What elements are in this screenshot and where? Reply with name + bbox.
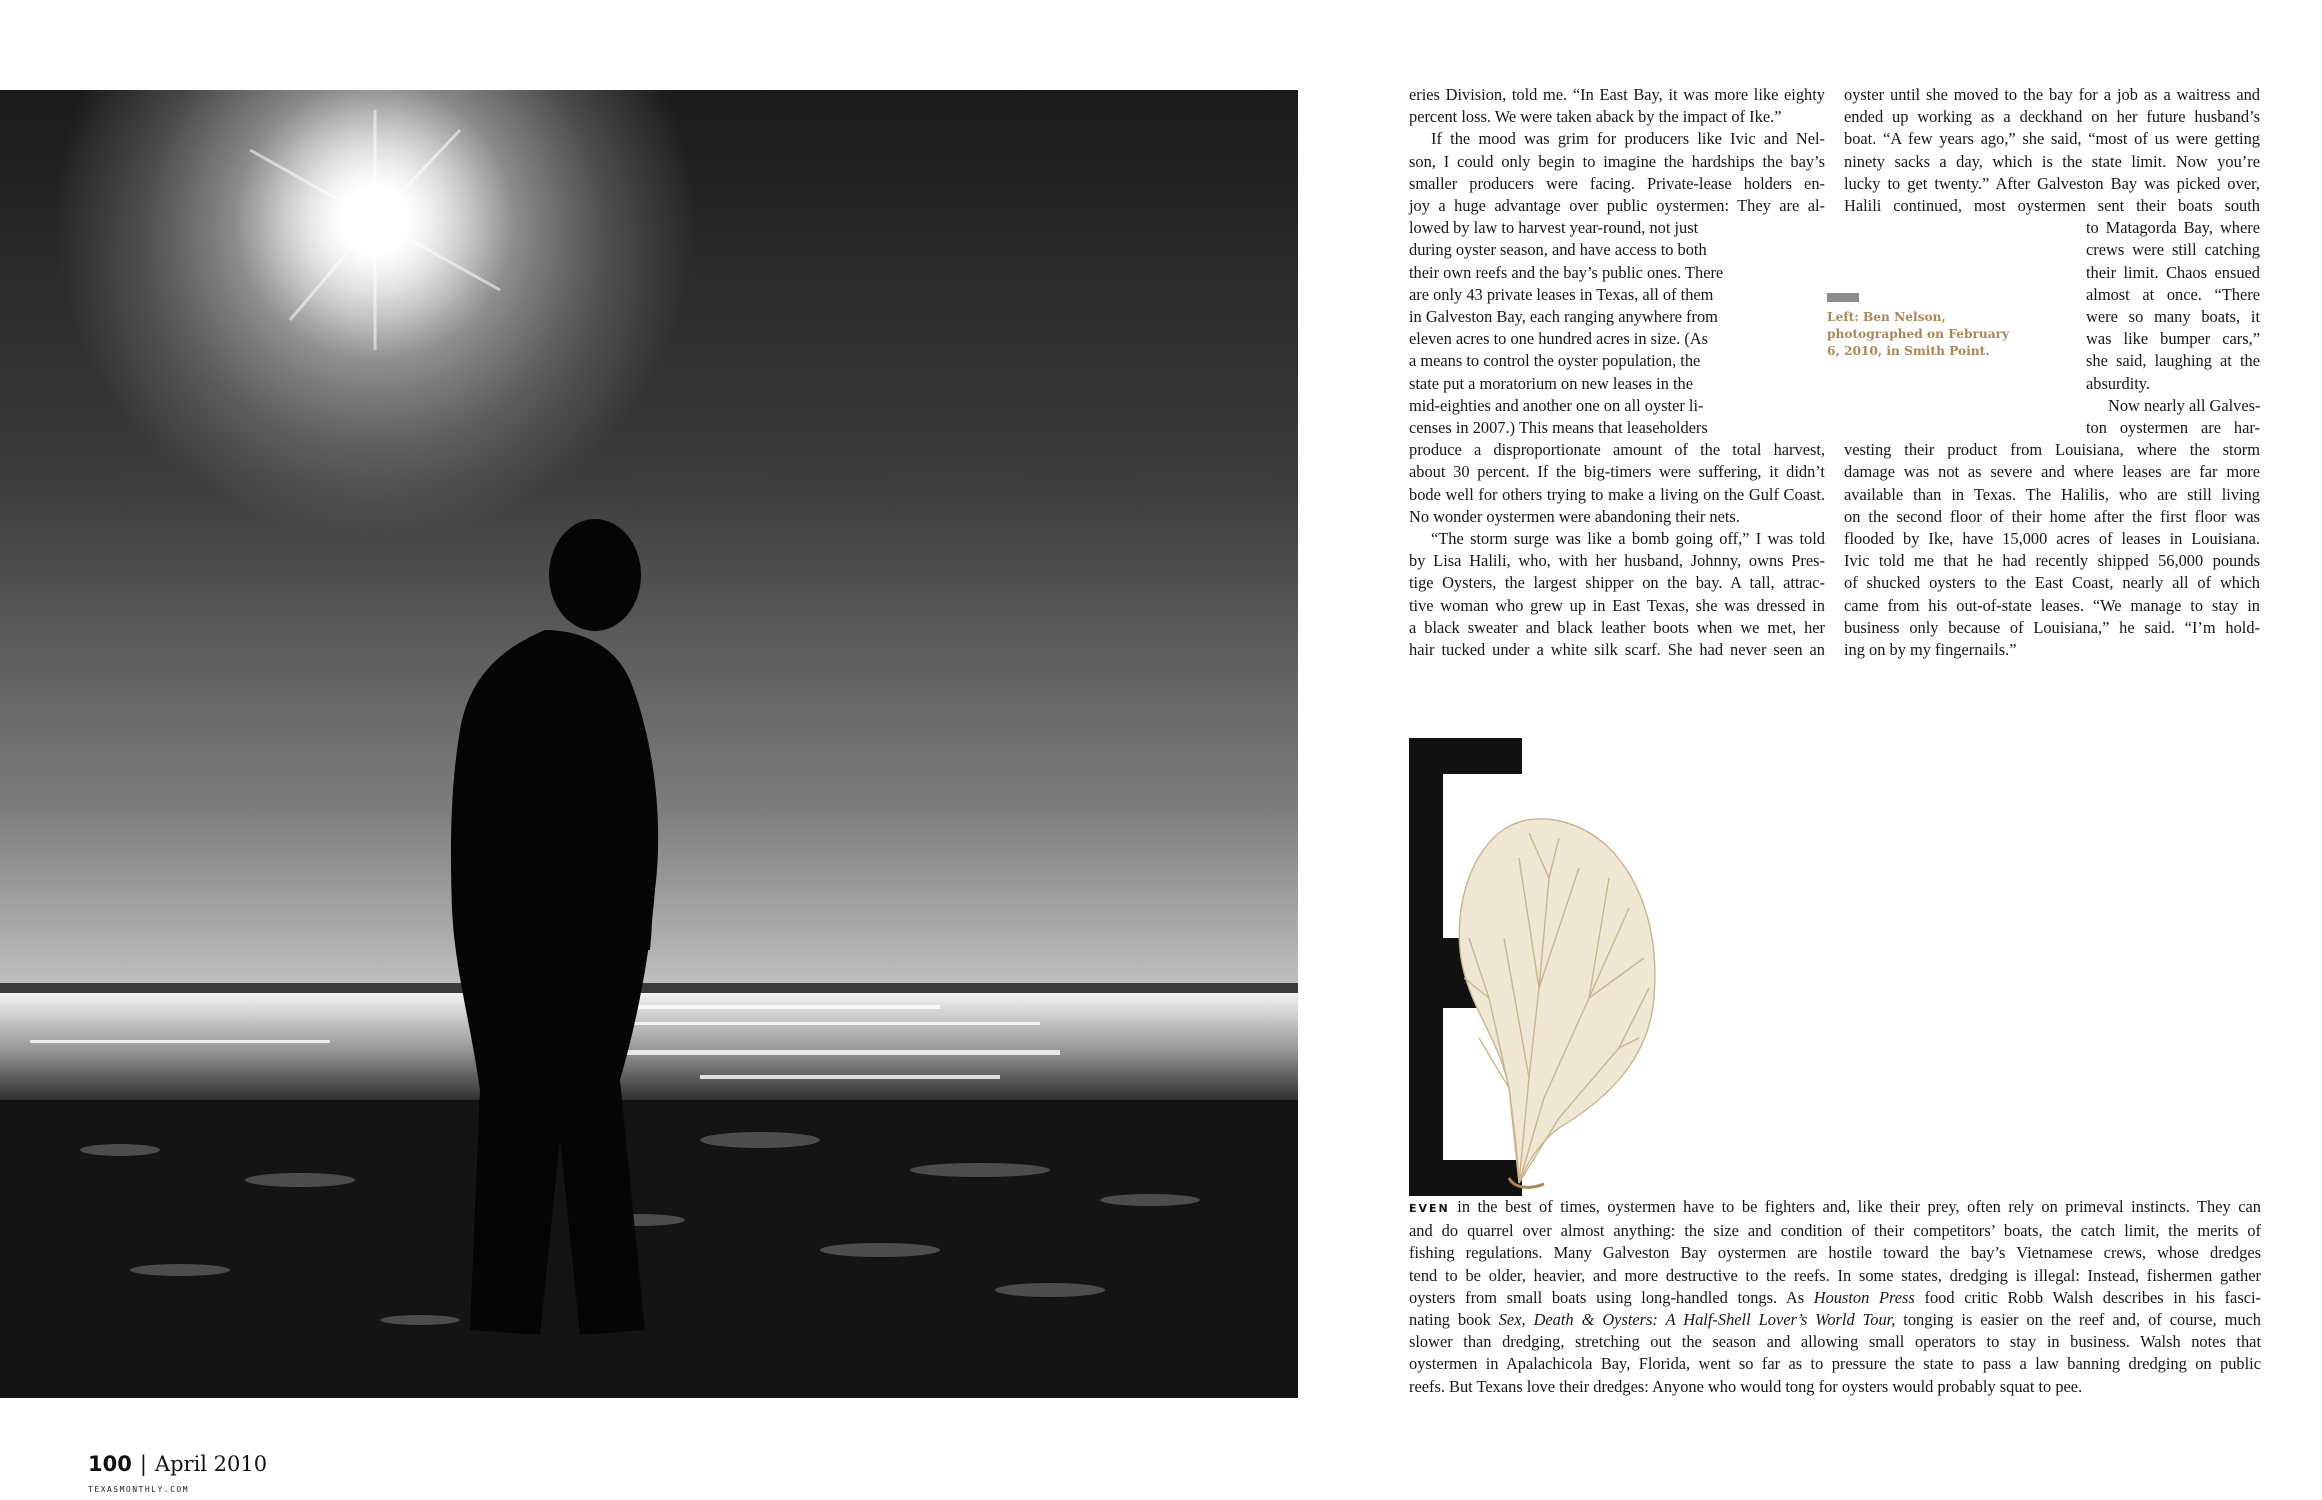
caption-line: photographed on February [1827,327,2010,341]
text-line: ton oystermen are har- [2086,418,2260,438]
text-line: tend to be older, heavier, and more destructive to the reefs. In some states, dredging is illegal: Instead, fishermen gather [1409,1265,2261,1285]
text-line: state put a moratorium on new leases in the [1409,373,1694,393]
text-fragment: tonging is easier on the reef and, of course, much [1895,1310,2261,1330]
text-line: mid-eighties and another one on all oyster li- [1409,395,1704,415]
text-line: vesting their product from Louisiana, where the storm [1844,440,2260,460]
text-line: Now nearly all Galves- [2108,395,2261,415]
caption-line: 6, 2010, in Smith Point. [1827,344,1990,358]
text-line: a means to control the oyster population, the [1409,351,1701,371]
text-line: available than in Texas. The Halilis, who are still living [1844,484,2260,504]
article-column-left [1409,84,1825,661]
text-line: reefs. But Texans love their dredges: Anyone who would tong for oysters would probably squat to pee. [1409,1376,2083,1396]
text-line: tive woman who grew up in East Texas, she was dressed in [1409,595,1825,615]
text-line: ended up working as a deckhand on her future husband’s [1844,107,2260,127]
publication-name: Houston Press [1813,1287,1915,1307]
text-fragment: oysters from small boats using long-handled tongs. As [1409,1287,1814,1307]
text-line [1409,1196,2261,1220]
text-line: were so many boats, it [2086,307,2260,327]
issue-date: April 2010 [154,1452,268,1476]
text-line: almost at once. “There [2086,284,2260,304]
photo-silhouette-graphic [0,90,1298,1398]
text-line: eries Division, told me. “In East Bay, it was more like eighty [1409,85,1825,104]
text-line: was like bumper cars,” [2086,329,2260,349]
text-line: lucky to get twenty.” After Galveston Bay was picked over, [1844,173,2260,193]
photo-caption [1827,309,2027,360]
caption-line: Left: Ben Nelson, [1827,310,1946,324]
text-line: No wonder oystermen were abandoning their nets. [1409,506,1740,526]
text-line: crews were still catching [2086,240,2260,260]
text-fragment: nating book [1409,1310,1499,1330]
text-line: tige Oysters, the largest shipper on the bay. A tall, attrac- [1409,573,1825,593]
text-line: business only because of Louisiana,” he said. “I’m hold- [1844,617,2260,637]
text-line: percent loss. We were taken aback by the impact of Ike.” [1409,107,1782,127]
article-bottom-paragraph [1409,1196,2261,1398]
lead-in-word: EVEN [1409,1202,1450,1215]
text-line: bode well for others trying to make a living on the Gulf Coast. [1409,484,1825,504]
text-line: absurdity. [2086,373,2151,393]
text-line: of shucked oysters to the East Coast, nearly all of which [1844,573,2260,593]
text-line: boat. “A few years ago,” she said, “most of us were getting [1844,129,2260,149]
text-line: Ivic told me that he had recently shipped 56,000 pounds [1844,551,2260,571]
text-line: she said, laughing at the [2086,351,2260,371]
text-line: slower than dredging, stretching out the season and allowing small operators to stay in business. Walsh notes that [1409,1332,2261,1352]
text-line: produce a disproportionate amount of the total harvest, [1409,440,1825,460]
website-url: TEXASMONTHLY.COM [88,1485,190,1494]
page-folio [88,1452,267,1476]
text-fragment: food critic Robb Walsh describes in his fasci- [1914,1287,2261,1307]
text-line: flooded by Ike, have 15,000 acres of leases in Louisiana. [1844,529,2260,549]
text-line: on the second floor of their home after the first floor was [1844,506,2260,526]
text-line: Halili continued, most oystermen sent their boats south [1844,196,2260,216]
text-line: their limit. Chaos ensued [2086,262,2260,282]
text-line: came from his out-of-state leases. “We manage to stay in [1844,595,2260,615]
text-line: joy a huge advantage over public oystermen: They are al- [1409,196,1825,216]
text-line: oyster until she moved to the bay for a job as a waitress and [1844,85,2260,104]
text-line: If the mood was grim for producers like Ivic and Nel- [1431,129,1825,149]
text-line: ing on by my fingernails.” [1844,640,2017,660]
text-line: smaller producers were facing. Private-lease holders en- [1409,173,1825,193]
article-column-right [1844,84,2260,661]
text-line: a black sweater and black leather boots when we met, her [1409,617,1825,637]
text-line: by Lisa Halili, who, with her husband, Johnny, owns Pres- [1409,551,1825,571]
text-line: “The storm surge was like a bomb going off,” I was told [1431,529,1825,549]
text-line: ninety sacks a day, which is the state limit. Now you’re [1844,151,2260,171]
text-line [1409,1309,2261,1331]
text-line: fishing regulations. Many Galveston Bay oystermen are hostile toward the bay’s Vietnamese crews, whose dredges [1409,1243,2261,1263]
text-line [1409,1287,2261,1309]
sea-fan-coral-icon [1409,738,1669,1196]
text-line: about 30 percent. If the big-timers were suffering, it didn’t [1409,462,1825,482]
text-line: to Matagorda Bay, where [2086,218,2260,238]
photo-man-on-shore [0,90,1298,1398]
page-number: 100 [88,1452,132,1476]
caption-rule [1827,293,1859,302]
text-line: son, I could only begin to imagine the hardships the bay’s [1409,151,1825,171]
text-line: lowed by law to harvest year-round, not just [1409,218,1699,238]
folio-separator: | [139,1452,147,1476]
text-line: damage was not as severe and where leases are far more [1844,462,2260,482]
text-line: in Galveston Bay, each ranging anywhere from [1409,307,1718,327]
text-line: oystermen in Apalachicola Bay, Florida, went so far as to pressure the state to pass a law banning dredging on public [1409,1354,2261,1374]
text-line: and do quarrel over almost anything: the size and condition of their competitors’ boats, the catch limit, the merits of [1409,1221,2261,1241]
text-line: hair tucked under a white silk scarf. She had never seen an [1409,640,1825,660]
text-line: eleven acres to one hundred acres in size. (As [1409,329,1709,349]
text-line: censes in 2007.) This means that leaseholders [1409,418,1708,438]
book-title: Sex, Death & Oysters: A Half-Shell Lover’s World Tour, [1498,1310,1896,1330]
text-line: during oyster season, and have access to both [1409,240,1707,260]
text-line: their own reefs and the bay’s public ones. There [1409,262,1724,282]
text-fragment: in the best of times, oystermen have to be fighters and, like their prey, often rely on primeval instincts. They can [1449,1197,2261,1216]
text-line: are only 43 private leases in Texas, all of them [1409,284,1714,304]
dropcap-e-coral [1409,738,1522,1196]
